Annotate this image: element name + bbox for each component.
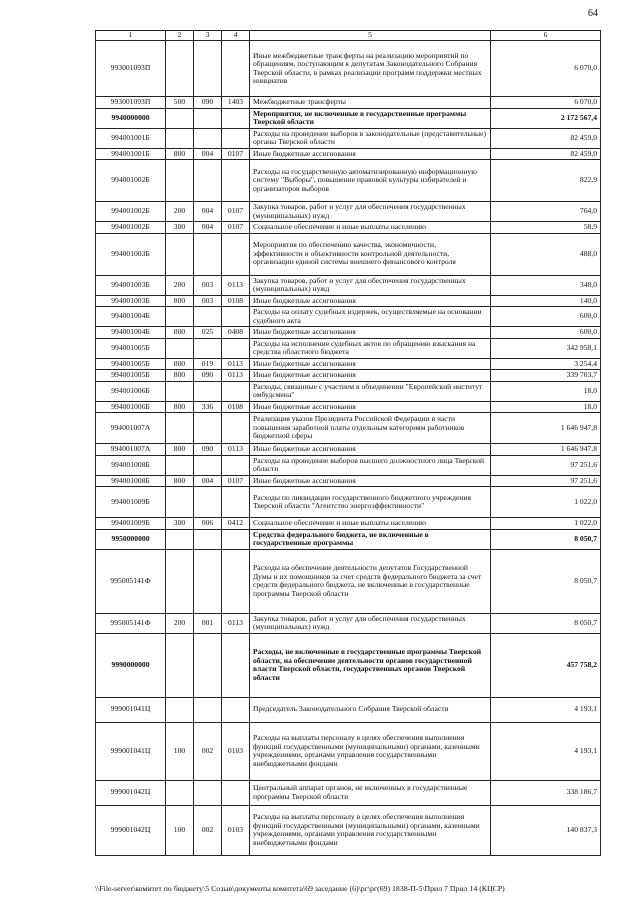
expense-type-cell xyxy=(166,160,194,202)
administrator-cell: 004 xyxy=(194,222,222,234)
description-cell: Иные бюджетные ассигнования xyxy=(250,295,491,307)
description-cell: Иные бюджетные ассигнования xyxy=(250,327,491,339)
expense-type-cell xyxy=(166,780,194,805)
amount-cell: 18,0 xyxy=(491,381,601,401)
amount-cell: 1 646 947,8 xyxy=(491,444,601,456)
section-cell: 0103 xyxy=(222,722,250,780)
table-row xyxy=(96,805,601,855)
table-row xyxy=(96,549,601,613)
amount-cell: 342 958,1 xyxy=(491,338,601,358)
expense-type-cell xyxy=(166,108,194,128)
classification-code-cell: 994001005Б xyxy=(96,370,166,382)
description-cell: Межбюджетные трансферты xyxy=(250,97,491,109)
description-cell: Иные межбюджетные трансферты на реализацию мероприятий по обращениям, поступающим к депутатам Законодательного Собрания Тверской области, в рамках реализации программ поддержки местных инициатив xyxy=(250,41,491,97)
file-path-footer: \\File-server\комитет по бюджету\5 Созыв\документы комитета\69 заседание (6)\рг\рг(69) 1838-П-5\Прил 7 Прил 14 (КЦСР) xyxy=(95,884,505,893)
administrator-cell: 002 xyxy=(194,805,222,855)
amount-cell: 2 172 567,4 xyxy=(491,108,601,128)
administrator-cell xyxy=(194,549,222,613)
table-row xyxy=(96,697,601,722)
expense-type-cell: 800 xyxy=(166,148,194,160)
administrator-cell: 090 xyxy=(194,444,222,456)
table-row xyxy=(96,381,601,401)
expense-type-cell: 800 xyxy=(166,358,194,370)
classification-code-cell: 993001093П xyxy=(96,97,166,109)
administrator-cell: 003 xyxy=(194,275,222,295)
classification-code-cell: 994001002Б xyxy=(96,222,166,234)
section-cell: 0113 xyxy=(222,275,250,295)
description-cell: Расходы на выплаты персоналу в целях обеспечения выполнения функций государственными (муниципальными) органами, казенными учреждениями, органами управления государственными внебюджетными фондами xyxy=(250,722,491,780)
description-cell: Мероприятия, не включенные в государственные программы Тверской области xyxy=(250,108,491,128)
administrator-cell xyxy=(194,41,222,97)
table-row xyxy=(96,233,601,275)
expense-type-cell: 800 xyxy=(166,295,194,307)
amount-cell: 18,0 xyxy=(491,401,601,413)
amount-cell: 6 070,0 xyxy=(491,97,601,109)
amount-cell: 3 254,4 xyxy=(491,358,601,370)
table-row xyxy=(96,401,601,413)
expense-type-cell xyxy=(166,413,194,444)
administrator-cell xyxy=(194,307,222,327)
classification-code-cell: 995005141Ф xyxy=(96,613,166,633)
amount-cell: 1 646 947,8 xyxy=(491,413,601,444)
amount-cell: 82 459,0 xyxy=(491,148,601,160)
description-cell: Расходы на проведение выборов в законодательные (представительные) органы Тверской области xyxy=(250,128,491,148)
section-cell xyxy=(222,780,250,805)
section-cell: 0113 xyxy=(222,358,250,370)
administrator-cell: 090 xyxy=(194,97,222,109)
budget-table xyxy=(95,30,601,856)
table-row xyxy=(96,455,601,475)
classification-code-cell: 994001003Б xyxy=(96,295,166,307)
amount-cell: 4 193,1 xyxy=(491,697,601,722)
amount-cell: 82 459,0 xyxy=(491,128,601,148)
expense-type-cell xyxy=(166,338,194,358)
header-cell: 5 xyxy=(250,31,491,41)
description-cell: Иные бюджетные ассигнования xyxy=(250,358,491,370)
classification-code-cell: 993001093П xyxy=(96,41,166,97)
header-cell: 3 xyxy=(194,31,222,41)
classification-code-cell: 994001009Б xyxy=(96,518,166,530)
amount-cell: 8 050,7 xyxy=(491,613,601,633)
table-row xyxy=(96,370,601,382)
description-cell: Иные бюджетные ассигнования xyxy=(250,444,491,456)
administrator-cell xyxy=(194,128,222,148)
administrator-cell xyxy=(194,381,222,401)
administrator-cell: 336 xyxy=(194,401,222,413)
section-cell: 0113 xyxy=(222,370,250,382)
section-cell xyxy=(222,41,250,97)
administrator-cell xyxy=(194,633,222,697)
description-cell: Расходы на выплаты персоналу в целях обеспечения выполнения функций государственными (муниципальными) органами, казенными учреждениями, органами управления государственными внебюджетными фондами xyxy=(250,805,491,855)
classification-code-cell: 994001001Б xyxy=(96,148,166,160)
administrator-cell: 019 xyxy=(194,358,222,370)
administrator-cell xyxy=(194,455,222,475)
amount-cell: 58,9 xyxy=(491,222,601,234)
section-cell: 0103 xyxy=(222,805,250,855)
amount-cell: 140,0 xyxy=(491,295,601,307)
description-cell: Центральный аппарат органов, не включенных в государственные программы Тверской области xyxy=(250,780,491,805)
header-row xyxy=(96,31,601,41)
expense-type-cell xyxy=(166,307,194,327)
classification-code-cell: 994001002Б xyxy=(96,202,166,222)
administrator-cell xyxy=(194,487,222,518)
table-row xyxy=(96,307,601,327)
description-cell: Расходы на оплату судебных издержек, осуществляемые на основании судебного акта xyxy=(250,307,491,327)
section-cell: 0107 xyxy=(222,202,250,222)
amount-cell: 488,0 xyxy=(491,233,601,275)
amount-cell: 1 022,0 xyxy=(491,487,601,518)
classification-code-cell: 994001004Б xyxy=(96,327,166,339)
administrator-cell xyxy=(194,413,222,444)
classification-code-cell: 994001009Б xyxy=(96,487,166,518)
administrator-cell xyxy=(194,338,222,358)
expense-type-cell: 300 xyxy=(166,222,194,234)
expense-type-cell xyxy=(166,41,194,97)
expense-type-cell: 100 xyxy=(166,722,194,780)
section-cell xyxy=(222,487,250,518)
expense-type-cell xyxy=(166,128,194,148)
section-cell xyxy=(222,233,250,275)
expense-type-cell: 800 xyxy=(166,327,194,339)
table-row xyxy=(96,487,601,518)
table-row xyxy=(96,633,601,697)
expense-type-cell xyxy=(166,633,194,697)
expense-type-cell xyxy=(166,697,194,722)
administrator-cell: 004 xyxy=(194,148,222,160)
section-cell xyxy=(222,381,250,401)
table-row xyxy=(96,97,601,109)
expense-type-cell: 200 xyxy=(166,275,194,295)
classification-code-cell: 994001005Б xyxy=(96,358,166,370)
amount-cell: 6 070,0 xyxy=(491,41,601,97)
description-cell: Средства федерального бюджета, не включенные в государственные программы xyxy=(250,529,491,549)
classification-code-cell: 9990000000 xyxy=(96,633,166,697)
expense-type-cell: 800 xyxy=(166,475,194,487)
administrator-cell xyxy=(194,108,222,128)
amount-cell: 4 193,1 xyxy=(491,722,601,780)
table-row xyxy=(96,518,601,530)
amount-cell: 764,0 xyxy=(491,202,601,222)
classification-code-cell: 994001002Б xyxy=(96,160,166,202)
description-cell: Расходы на государственную автоматизированную информационную систему "Выборы", повышение правовой культуры избирателей и организаторов выборов xyxy=(250,160,491,202)
table-row xyxy=(96,108,601,128)
classification-code-cell: 999001042Ц xyxy=(96,780,166,805)
classification-code-cell: 994001004Б xyxy=(96,307,166,327)
section-cell xyxy=(222,633,250,697)
expense-type-cell: 800 xyxy=(166,370,194,382)
header-cell: 1 xyxy=(96,31,166,41)
expense-type-cell xyxy=(166,381,194,401)
description-cell: Расходы на обеспечение деятельности депутатов Государственной Думы и их помощников за счет средств федерального бюджета за счет средств федерального бюджета, не включенные в государственные программы Тверской области xyxy=(250,549,491,613)
section-cell: 0408 xyxy=(222,327,250,339)
administrator-cell xyxy=(194,697,222,722)
header-cell: 4 xyxy=(222,31,250,41)
description-cell: Закупка товаров, работ и услуг для обеспечения государственных (муниципальных) нужд xyxy=(250,275,491,295)
table-row xyxy=(96,780,601,805)
table-row xyxy=(96,413,601,444)
classification-code-cell: 994001007А xyxy=(96,444,166,456)
description-cell: Иные бюджетные ассигнования xyxy=(250,475,491,487)
administrator-cell xyxy=(194,160,222,202)
expense-type-cell: 100 xyxy=(166,805,194,855)
classification-code-cell: 995005141Ф xyxy=(96,549,166,613)
classification-code-cell: 994001008Б xyxy=(96,455,166,475)
expense-type-cell: 200 xyxy=(166,613,194,633)
classification-code-cell: 999001042Ц xyxy=(96,805,166,855)
amount-cell: 8 050,7 xyxy=(491,549,601,613)
description-cell: Расходы по ликвидации государственного бюджетного учреждения Тверской области "Агентство энергоэффективности" xyxy=(250,487,491,518)
table-row xyxy=(96,529,601,549)
administrator-cell xyxy=(194,529,222,549)
expense-type-cell xyxy=(166,233,194,275)
description-cell: Социальное обеспечение и иные выплаты населению xyxy=(250,222,491,234)
amount-cell: 457 758,2 xyxy=(491,633,601,697)
administrator-cell: 004 xyxy=(194,202,222,222)
classification-code-cell: 994001003Б xyxy=(96,275,166,295)
expense-type-cell: 300 xyxy=(166,518,194,530)
administrator-cell xyxy=(194,780,222,805)
expense-type-cell xyxy=(166,455,194,475)
classification-code-cell: 999001041Ц xyxy=(96,697,166,722)
amount-cell: 1 022,0 xyxy=(491,518,601,530)
table-row xyxy=(96,202,601,222)
section-cell xyxy=(222,108,250,128)
amount-cell: 600,0 xyxy=(491,327,601,339)
classification-code-cell: 994001006Б xyxy=(96,401,166,413)
administrator-cell: 090 xyxy=(194,370,222,382)
description-cell: Мероприятия по обеспечению качества, экономичности, эффективности и объективности контрольной деятельности, организации единой системы внешнего финансового контроля xyxy=(250,233,491,275)
table-row xyxy=(96,275,601,295)
expense-type-cell xyxy=(166,529,194,549)
administrator-cell: 001 xyxy=(194,613,222,633)
expense-type-cell: 500 xyxy=(166,97,194,109)
description-cell: Иные бюджетные ассигнования xyxy=(250,401,491,413)
classification-code-cell: 9950000000 xyxy=(96,529,166,549)
section-cell xyxy=(222,338,250,358)
section-cell: 0412 xyxy=(222,518,250,530)
section-cell xyxy=(222,529,250,549)
amount-cell: 140 837,3 xyxy=(491,805,601,855)
table-row xyxy=(96,444,601,456)
section-cell xyxy=(222,307,250,327)
administrator-cell: 006 xyxy=(194,518,222,530)
expense-type-cell: 800 xyxy=(166,444,194,456)
section-cell: 0107 xyxy=(222,148,250,160)
description-cell: Реализация указов Президента Российской Федерации в части повышения заработной платы отдельным категориям работников бюджетной сферы xyxy=(250,413,491,444)
classification-code-cell: 994001006Б xyxy=(96,381,166,401)
section-cell xyxy=(222,128,250,148)
section-cell: 1403 xyxy=(222,97,250,109)
classification-code-cell: 994001005Б xyxy=(96,338,166,358)
table-row xyxy=(96,475,601,487)
administrator-cell: 002 xyxy=(194,722,222,780)
section-cell: 0108 xyxy=(222,295,250,307)
description-cell: Расходы, не включенные в государственные программы Тверской области, на обеспечение деятельности органов государственной власти Тверской области, государственных органов Тверской области xyxy=(250,633,491,697)
description-cell: Расходы на исполнение судебных актов по обращению взыскания на средства областного бюджета xyxy=(250,338,491,358)
section-cell xyxy=(222,697,250,722)
description-cell: Закупка товаров, работ и услуг для обеспечения государственных (муниципальных) нужд xyxy=(250,202,491,222)
table-row xyxy=(96,160,601,202)
description-cell: Иные бюджетные ассигнования xyxy=(250,148,491,160)
section-cell: 0107 xyxy=(222,222,250,234)
amount-cell: 339 703,7 xyxy=(491,370,601,382)
section-cell xyxy=(222,549,250,613)
section-cell: 0113 xyxy=(222,444,250,456)
section-cell xyxy=(222,455,250,475)
amount-cell: 822,9 xyxy=(491,160,601,202)
expense-type-cell xyxy=(166,487,194,518)
amount-cell: 97 251,6 xyxy=(491,475,601,487)
administrator-cell: 003 xyxy=(194,295,222,307)
table-row xyxy=(96,327,601,339)
table-row xyxy=(96,222,601,234)
classification-code-cell: 994001007А xyxy=(96,413,166,444)
table-row xyxy=(96,338,601,358)
header-cell: 6 xyxy=(491,31,601,41)
administrator-cell: 004 xyxy=(194,475,222,487)
classification-code-cell: 994001001Б xyxy=(96,128,166,148)
administrator-cell xyxy=(194,233,222,275)
description-cell: Расходы, связанные с участием в объединении "Европейский институт омбудсмена" xyxy=(250,381,491,401)
table-row xyxy=(96,722,601,780)
amount-cell: 338 186,7 xyxy=(491,780,601,805)
description-cell: Иные бюджетные ассигнования xyxy=(250,370,491,382)
section-cell xyxy=(222,160,250,202)
amount-cell: 8 050,7 xyxy=(491,529,601,549)
amount-cell: 97 251,6 xyxy=(491,455,601,475)
table-row xyxy=(96,295,601,307)
classification-code-cell: 999001041Ц xyxy=(96,722,166,780)
description-cell: Социальное обеспечение и иные выплаты населению xyxy=(250,518,491,530)
expense-type-cell: 200 xyxy=(166,202,194,222)
section-cell xyxy=(222,413,250,444)
classification-code-cell: 994001003Б xyxy=(96,233,166,275)
section-cell: 0113 xyxy=(222,613,250,633)
classification-code-cell: 994001008Б xyxy=(96,475,166,487)
section-cell: 0108 xyxy=(222,401,250,413)
page-number: 64 xyxy=(588,8,598,19)
expense-type-cell: 800 xyxy=(166,401,194,413)
description-cell: Председатель Законодательного Собрания Тверской области xyxy=(250,697,491,722)
table-row xyxy=(96,41,601,97)
amount-cell: 348,0 xyxy=(491,275,601,295)
expense-type-cell xyxy=(166,549,194,613)
table-row xyxy=(96,358,601,370)
table-row xyxy=(96,613,601,633)
amount-cell: 600,0 xyxy=(491,307,601,327)
header-cell: 2 xyxy=(166,31,194,41)
description-cell: Расходы на проведение выборов высшего должностного лица Тверской области xyxy=(250,455,491,475)
description-cell: Закупка товаров, работ и услуг для обеспечения государственных (муниципальных) нужд xyxy=(250,613,491,633)
section-cell: 0107 xyxy=(222,475,250,487)
administrator-cell: 025 xyxy=(194,327,222,339)
classification-code-cell: 9940000000 xyxy=(96,108,166,128)
table-row xyxy=(96,128,601,148)
table-row xyxy=(96,148,601,160)
